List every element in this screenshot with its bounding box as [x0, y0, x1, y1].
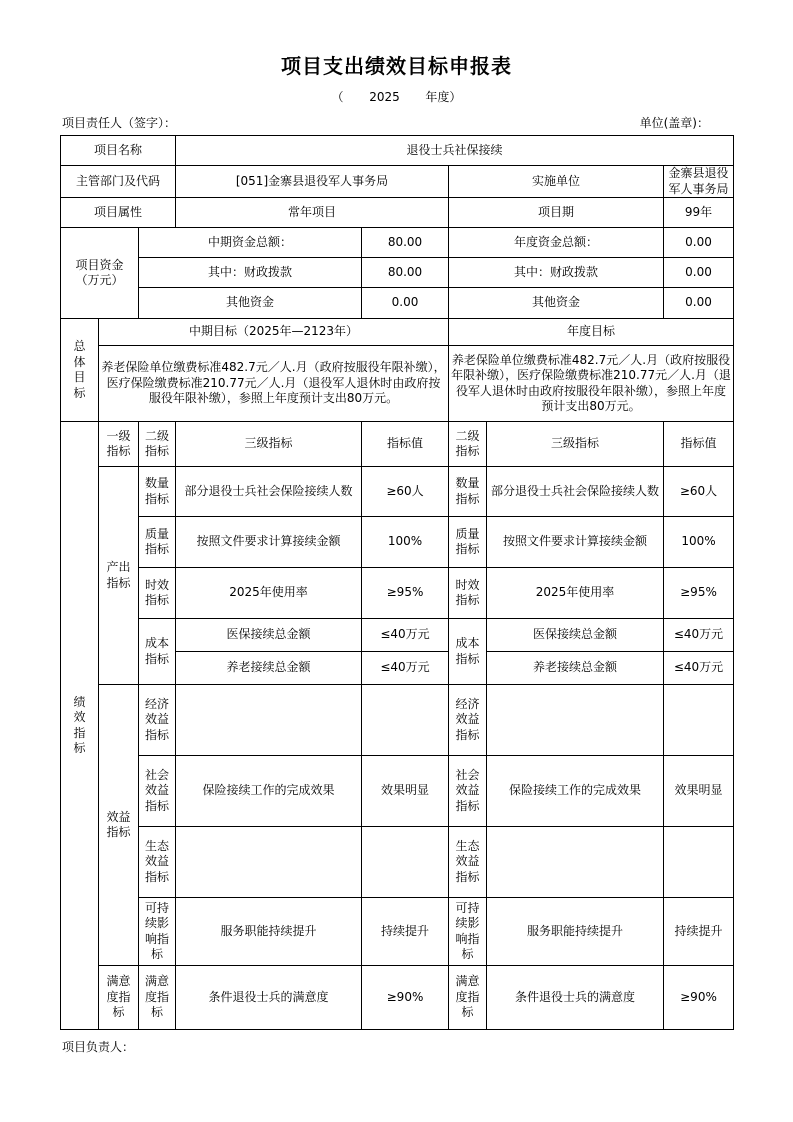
- ecological-name: [176, 827, 362, 898]
- quantity-value-year: ≥60人: [664, 467, 734, 517]
- quality-l2-year: 质量 指标: [449, 517, 487, 568]
- quality-l2: 质量 指标: [139, 517, 176, 568]
- quantity-l2: 数量 指标: [139, 467, 176, 517]
- impl-unit-label: 实施单位: [449, 166, 664, 198]
- satisfaction-l2-year: 满意 度指 标: [449, 966, 487, 1030]
- cost-l2-year: 成本 指标: [449, 619, 487, 685]
- overall-goals-label-text: 总 体 目 标: [73, 339, 86, 400]
- header-value-year: 指标值: [664, 422, 734, 467]
- timeliness-value-year: ≥95%: [664, 568, 734, 619]
- performance-indicators-label: [61, 422, 99, 1030]
- mid-fiscal-value: 80.00: [362, 258, 449, 288]
- economic-value-year: [664, 685, 734, 756]
- funds-label-text: 项目资金 （万元）: [75, 257, 124, 288]
- dept-label: 主管部门及代码: [61, 166, 176, 198]
- header-level2: 二级 指标: [139, 422, 176, 467]
- sustainable-value-year: 持续提升: [664, 898, 734, 966]
- economic-name: [176, 685, 362, 756]
- ecological-l2: 生态 效益 指标: [139, 827, 176, 898]
- cost-value-1: ≤40万元: [362, 619, 449, 652]
- cost-l2: 成本 指标: [139, 619, 176, 685]
- footer-label: 项目负责人：: [62, 1040, 135, 1054]
- year-other-label: 其他资金: [449, 288, 664, 319]
- timeliness-l2: 时效 指标: [139, 568, 176, 619]
- header-level2-year: 二级 指标: [449, 422, 487, 467]
- project-name-label: 项目名称: [61, 136, 176, 166]
- mid-other-value: 0.00: [362, 288, 449, 319]
- economic-value: [362, 685, 449, 756]
- economic-name-year: [487, 685, 664, 756]
- satisfaction-l2: 满意 度指 标: [139, 966, 176, 1030]
- year-total-label: 年度资金总额：: [449, 228, 664, 258]
- unit-label: 单位(盖章)：: [639, 116, 709, 130]
- year-suffix: 年度）: [425, 90, 462, 104]
- header-level1: 一级 指标: [99, 422, 139, 467]
- mid-total-label: 中期资金总额：: [139, 228, 362, 258]
- sustainable-value: 持续提升: [362, 898, 449, 966]
- year-line: [0, 88, 793, 105]
- sustainable-l2-year: 可持 续影 响指 标: [449, 898, 487, 966]
- sustainable-name-year: 服务职能持续提升: [487, 898, 664, 966]
- timeliness-name-year: 2025年使用率: [487, 568, 664, 619]
- performance-indicators-label-text: 绩 效 指 标: [73, 694, 86, 756]
- benefit-indicators-label: 效益 指标: [99, 685, 139, 966]
- ecological-value-year: [664, 827, 734, 898]
- year-goal-text: 养老保险单位缴费标准482.7元／人.月（政府按服役年限补缴），医疗保险缴费标准210.77元／人.月（退役军人退休时由政府按服役年限补缴），参照上年度预计支出80万元。: [449, 346, 734, 422]
- year-fiscal-value: 0.00: [664, 258, 734, 288]
- ecological-name-year: [487, 827, 664, 898]
- overall-goals-label: [61, 319, 99, 422]
- year-other-value: 0.00: [664, 288, 734, 319]
- quality-value: 100%: [362, 517, 449, 568]
- quality-value-year: 100%: [664, 517, 734, 568]
- quantity-name-year: 部分退役士兵社会保险接续人数: [487, 467, 664, 517]
- sustainable-l2: 可持 续影 响指 标: [139, 898, 176, 966]
- quantity-name: 部分退役士兵社会保险接续人数: [176, 467, 362, 517]
- mid-goal-text: 养老保险单位缴费标准482.7元／人.月（政府按服役年限补缴），医疗保险缴费标准210.77元／人.月（退役军人退休时由政府按服役年限补缴），参照上年度预计支出80万元。: [99, 346, 449, 422]
- satisfaction-name: 条件退役士兵的满意度: [176, 966, 362, 1030]
- timeliness-name: 2025年使用率: [176, 568, 362, 619]
- mid-goal-header: 中期目标（2025年—2123年）: [99, 319, 449, 346]
- quality-name-year: 按照文件要求计算接续金额: [487, 517, 664, 568]
- social-l2: 社会 效益 指标: [139, 756, 176, 827]
- header-level3-year: 三级指标: [487, 422, 664, 467]
- quantity-value: ≥60人: [362, 467, 449, 517]
- cost-value-2-year: ≤40万元: [664, 652, 734, 685]
- social-name-year: 保险接续工作的完成效果: [487, 756, 664, 827]
- year-goal-header: 年度目标: [449, 319, 734, 346]
- ecological-value: [362, 827, 449, 898]
- cost-value-2: ≤40万元: [362, 652, 449, 685]
- project-name-value: 退役士兵社保接续: [176, 136, 734, 166]
- quality-name: 按照文件要求计算接续金额: [176, 517, 362, 568]
- economic-l2-year: 经济 效益 指标: [449, 685, 487, 756]
- funds-label: [61, 228, 139, 319]
- header-level3: 三级指标: [176, 422, 362, 467]
- social-value-year: 效果明显: [664, 756, 734, 827]
- year-fiscal-label: 其中：财政拨款: [449, 258, 664, 288]
- project-attr-label: 项目属性: [61, 198, 176, 228]
- performance-form-table: [60, 135, 734, 1030]
- timeliness-l2-year: 时效 指标: [449, 568, 487, 619]
- cost-value-1-year: ≤40万元: [664, 619, 734, 652]
- social-name: 保险接续工作的完成效果: [176, 756, 362, 827]
- output-indicators-label: 产出 指标: [99, 467, 139, 685]
- social-l2-year: 社会 效益 指标: [449, 756, 487, 827]
- year-open: （: [331, 90, 344, 104]
- economic-l2: 经济 效益 指标: [139, 685, 176, 756]
- page-title: 项目支出绩效目标申报表: [281, 54, 512, 78]
- year-value: 2025: [369, 90, 400, 104]
- year-total-value: 0.00: [664, 228, 734, 258]
- satisfaction-value-year: ≥90%: [664, 966, 734, 1030]
- mid-other-label: 其他资金: [139, 288, 362, 319]
- cost-name-1-year: 医保接续总金额: [487, 619, 664, 652]
- project-attr-value: 常年项目: [176, 198, 449, 228]
- satisfaction-name-year: 条件退役士兵的满意度: [487, 966, 664, 1030]
- mid-fiscal-label: 其中：财政拨款: [139, 258, 362, 288]
- satisfaction-l1: 满意 度指 标: [99, 966, 139, 1030]
- impl-unit-value: 金寨县退役军人事务局: [664, 166, 734, 198]
- project-period-label: 项目期: [449, 198, 664, 228]
- cost-name-2-year: 养老接续总金额: [487, 652, 664, 685]
- signer-label: 项目责任人（签字）：: [62, 116, 177, 130]
- sustainable-name: 服务职能持续提升: [176, 898, 362, 966]
- social-value: 效果明显: [362, 756, 449, 827]
- quantity-l2-year: 数量 指标: [449, 467, 487, 517]
- mid-total-value: 80.00: [362, 228, 449, 258]
- satisfaction-value: ≥90%: [362, 966, 449, 1030]
- cost-name-2: 养老接续总金额: [176, 652, 362, 685]
- ecological-l2-year: 生态 效益 指标: [449, 827, 487, 898]
- timeliness-value: ≥95%: [362, 568, 449, 619]
- project-period-value: 99年: [664, 198, 734, 228]
- header-value: 指标值: [362, 422, 449, 467]
- cost-name-1: 医保接续总金额: [176, 619, 362, 652]
- dept-value: [051]金寨县退役军人事务局: [176, 166, 449, 198]
